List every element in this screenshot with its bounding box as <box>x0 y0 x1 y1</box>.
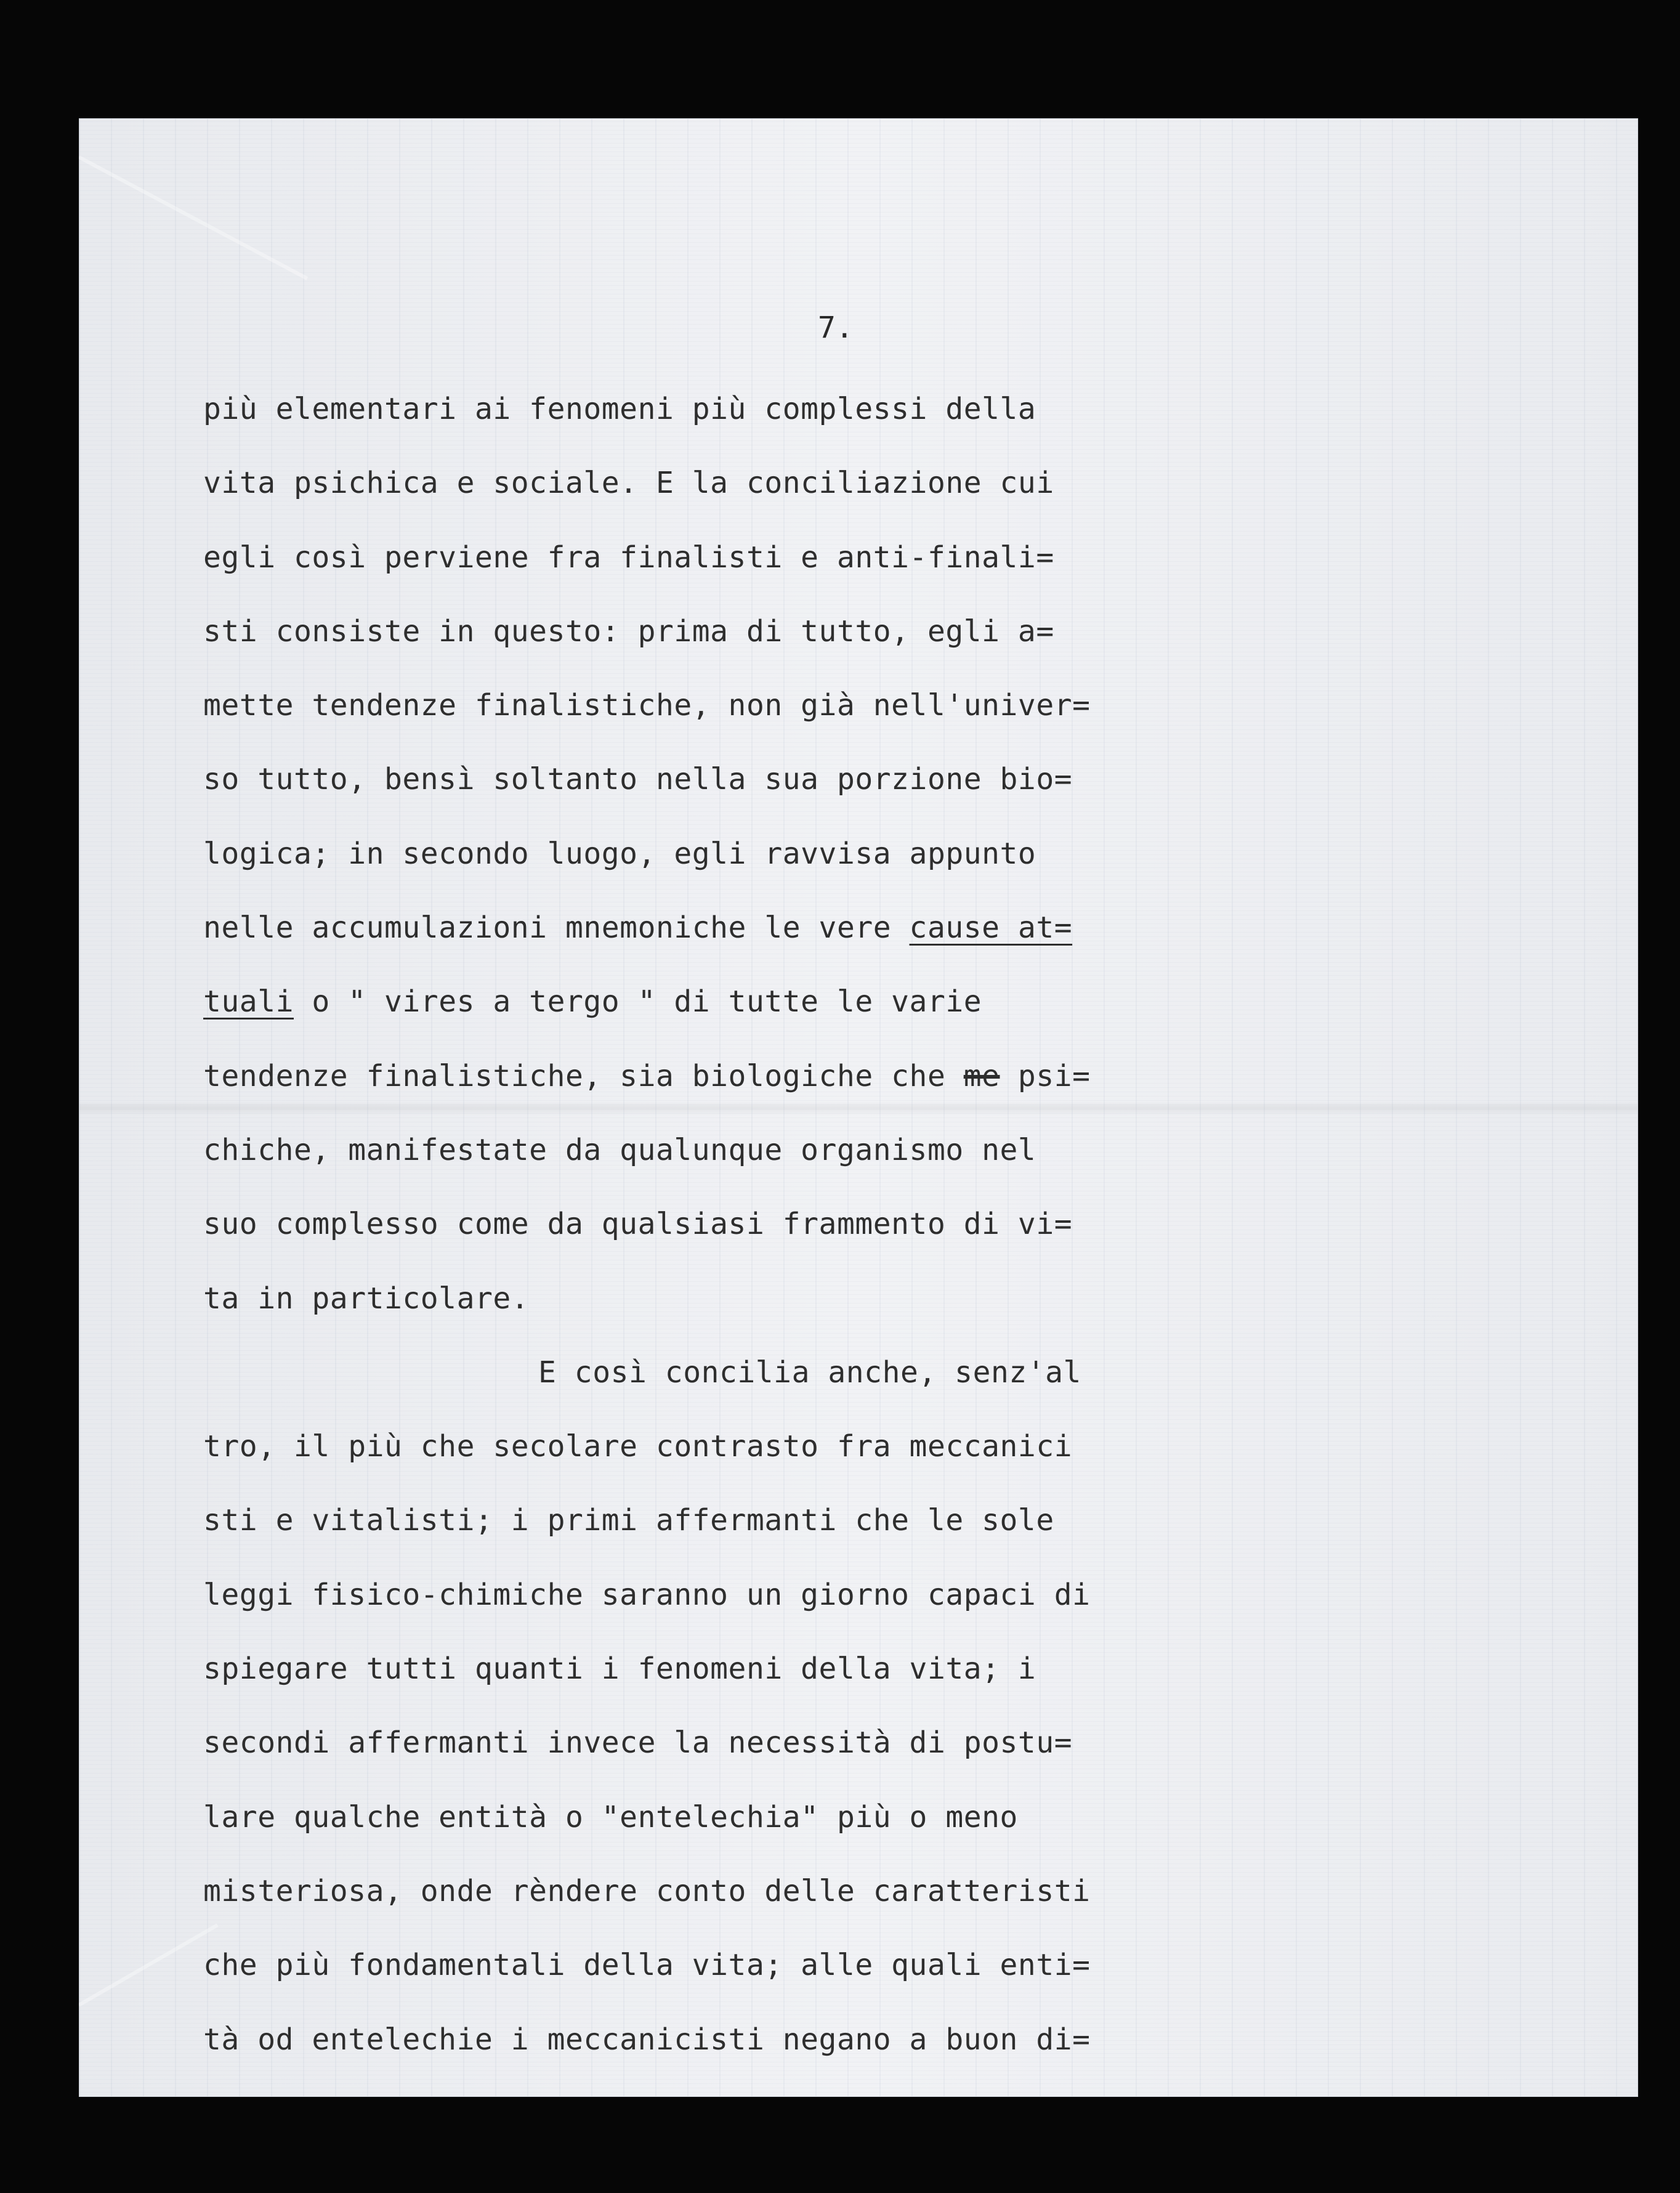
text-line <box>203 965 1521 1039</box>
text-line: vita psichica e sociale. E la conciliazione cui <box>203 466 1054 501</box>
paper-crease <box>79 1923 219 2006</box>
paper-crease <box>79 155 308 280</box>
text-line: E così concilia anche, senz'al <box>538 1355 1081 1390</box>
struck-text: me <box>963 1058 1000 1093</box>
text-line: tro, il più che secolare contrasto fra meccanici <box>203 1429 1073 1464</box>
text-segment: o " vires a tergo " di tutte le varie <box>294 984 982 1019</box>
text-line: sti e vitalisti; i primi affermanti che le sole <box>203 1503 1054 1538</box>
text-line: più elementari ai fenomeni più complessi della <box>203 392 1036 426</box>
text-line: secondi affermanti invece la necessità di postu= <box>203 1725 1073 1761</box>
text-line: logica; in secondo luogo, egli ravvisa appunto <box>203 836 1036 871</box>
text-line: so tutto, bensì soltanto nella sua porzione bio= <box>203 762 1073 797</box>
underlined-text: tuali <box>203 984 294 1019</box>
text-line: spiegare tutti quanti i fenomeni della vita; i <box>203 1652 1036 1687</box>
text-segment: tendenze finalistiche, sia biologiche che <box>203 1058 964 1093</box>
text-line: chiche, manifestate da qualunque organismo nel <box>203 1132 1036 1167</box>
text-segment: psi= <box>1000 1058 1091 1093</box>
typewritten-body <box>203 372 1521 2077</box>
text-line: mette tendenze finalistiche, non già nell'univer= <box>203 688 1091 723</box>
text-line: leggi fisico-chimiche saranno un giorno capaci di <box>203 1577 1091 1612</box>
text-line: lare qualche entità o "entelechia" più o meno <box>203 1799 1018 1834</box>
text-line: tà od entelechie i meccanicisti negano a buon di= <box>203 2022 1091 2057</box>
text-line: suo complesso come da qualsiasi frammento di vi= <box>203 1207 1073 1242</box>
text-segment: nelle accumulazioni mnemoniche le vere <box>203 910 910 946</box>
text-line <box>203 1039 1521 1113</box>
text-line: sti consiste in questo: prima di tutto, egli a= <box>203 614 1054 649</box>
page-number: 7. <box>818 310 854 345</box>
text-line: ta in particolare. <box>203 1281 530 1316</box>
text-line: misteriosa, onde rèndere conto delle caratteristi <box>203 1873 1091 1908</box>
underlined-text: cause at= <box>909 910 1073 946</box>
text-line <box>203 891 1521 965</box>
text-line: egli così perviene fra finalisti e anti-finali= <box>203 540 1054 575</box>
document-page <box>79 118 1638 2097</box>
text-line: che più fondamentali della vita; alle quali enti= <box>203 1948 1091 1983</box>
